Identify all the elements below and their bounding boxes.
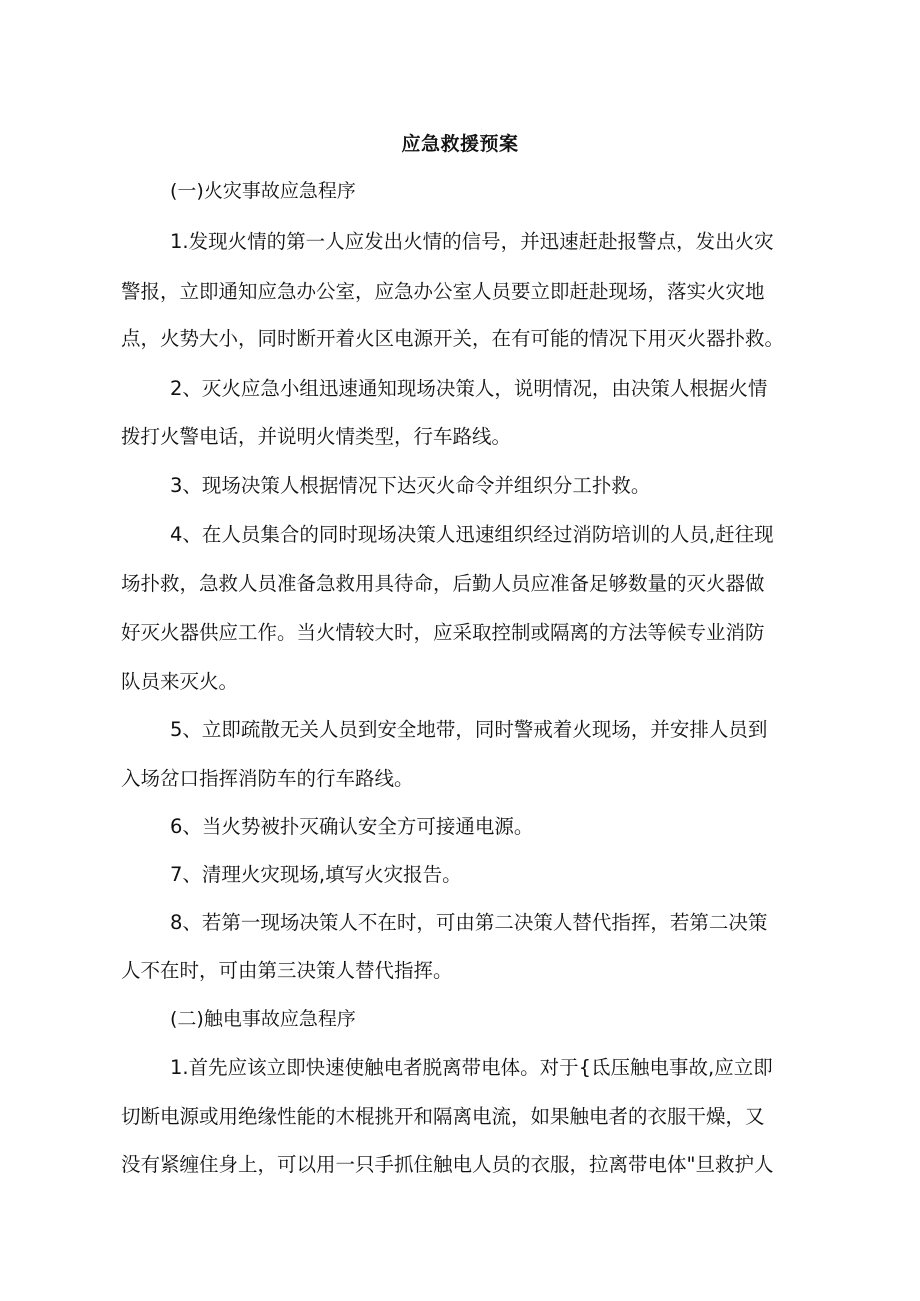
paragraph-line: 6、当火势被扑灭确认安全方可接通电源。 (170, 815, 534, 838)
section-heading-electric: (二)触电事故应急程序 (170, 1008, 356, 1030)
paragraph-line: 点，火势大小，同时断开着火区电源开关，在有可能的情况下用灭火器扑救。 (121, 327, 785, 350)
paragraph-line: 4、在人员集合的同时现场决策人迅速组织经过消防培训的人员,赶往现 (170, 523, 774, 546)
paragraph-line: 1.首先应该立即快速使触电者脱离带电体。对于{氐压触电事故,应立即 (170, 1056, 773, 1079)
paragraph-line: 5、立即疏散无关人员到安全地带，同时警戒着火现场，并安排人员到 (170, 718, 768, 741)
paragraph-line: 切断电源或用绝缘性能的木棍挑开和隔离电流，如果触电者的衣服干燥，又 (121, 1105, 765, 1128)
paragraph-line: 队员来灭火。 (121, 670, 239, 693)
paragraph-line: 2、灭火应急小组迅速通知现场决策人，说明情况，由决策人根据火情 (170, 377, 768, 400)
paragraph-line: 3、现场决策人根据情况下达灭火命令并组织分工扑救。 (170, 474, 651, 497)
paragraph-line: 1.发现火情的第一人应发出火情的信号，并迅速赶赴报警点，发出火灾 (170, 230, 774, 253)
paragraph-line: 警报，立即通知应急办公室，应急办公室人员要立即赶赴现场，落实火灾地 (121, 280, 765, 303)
paragraph-line: 入场岔口指挥消防车的行车路线。 (121, 767, 414, 790)
paragraph-line: 人不在时，可由第三决策人替代指挥。 (121, 959, 453, 982)
document-title: 应急救援预案 (401, 133, 519, 155)
section-heading-fire: (一)火灾事故应急程序 (170, 180, 356, 202)
paragraph-line: 7、清理火灾现场,填写火灾报告。 (170, 863, 462, 886)
paragraph-line: 好灭火器供应工作。当火情较大时，应采取控制或隔离的方法等候专业消防 (121, 621, 765, 644)
paragraph-line: 拨打火警电话，并说明火情类型，行车路线。 (121, 425, 512, 448)
paragraph-line: 没有紧缠住身上，可以用一只手抓住触电人员的衣服，拉离带电体"旦救护人 (121, 1153, 774, 1176)
paragraph-line: 8、若第一现场决策人不在时，可由第二决策人替代指挥，若第二决策 (170, 911, 768, 934)
paragraph-line: 场扑救，急救人员准备急救用具待命，后勤人员应准备足够数量的灭火器做 (121, 572, 765, 595)
